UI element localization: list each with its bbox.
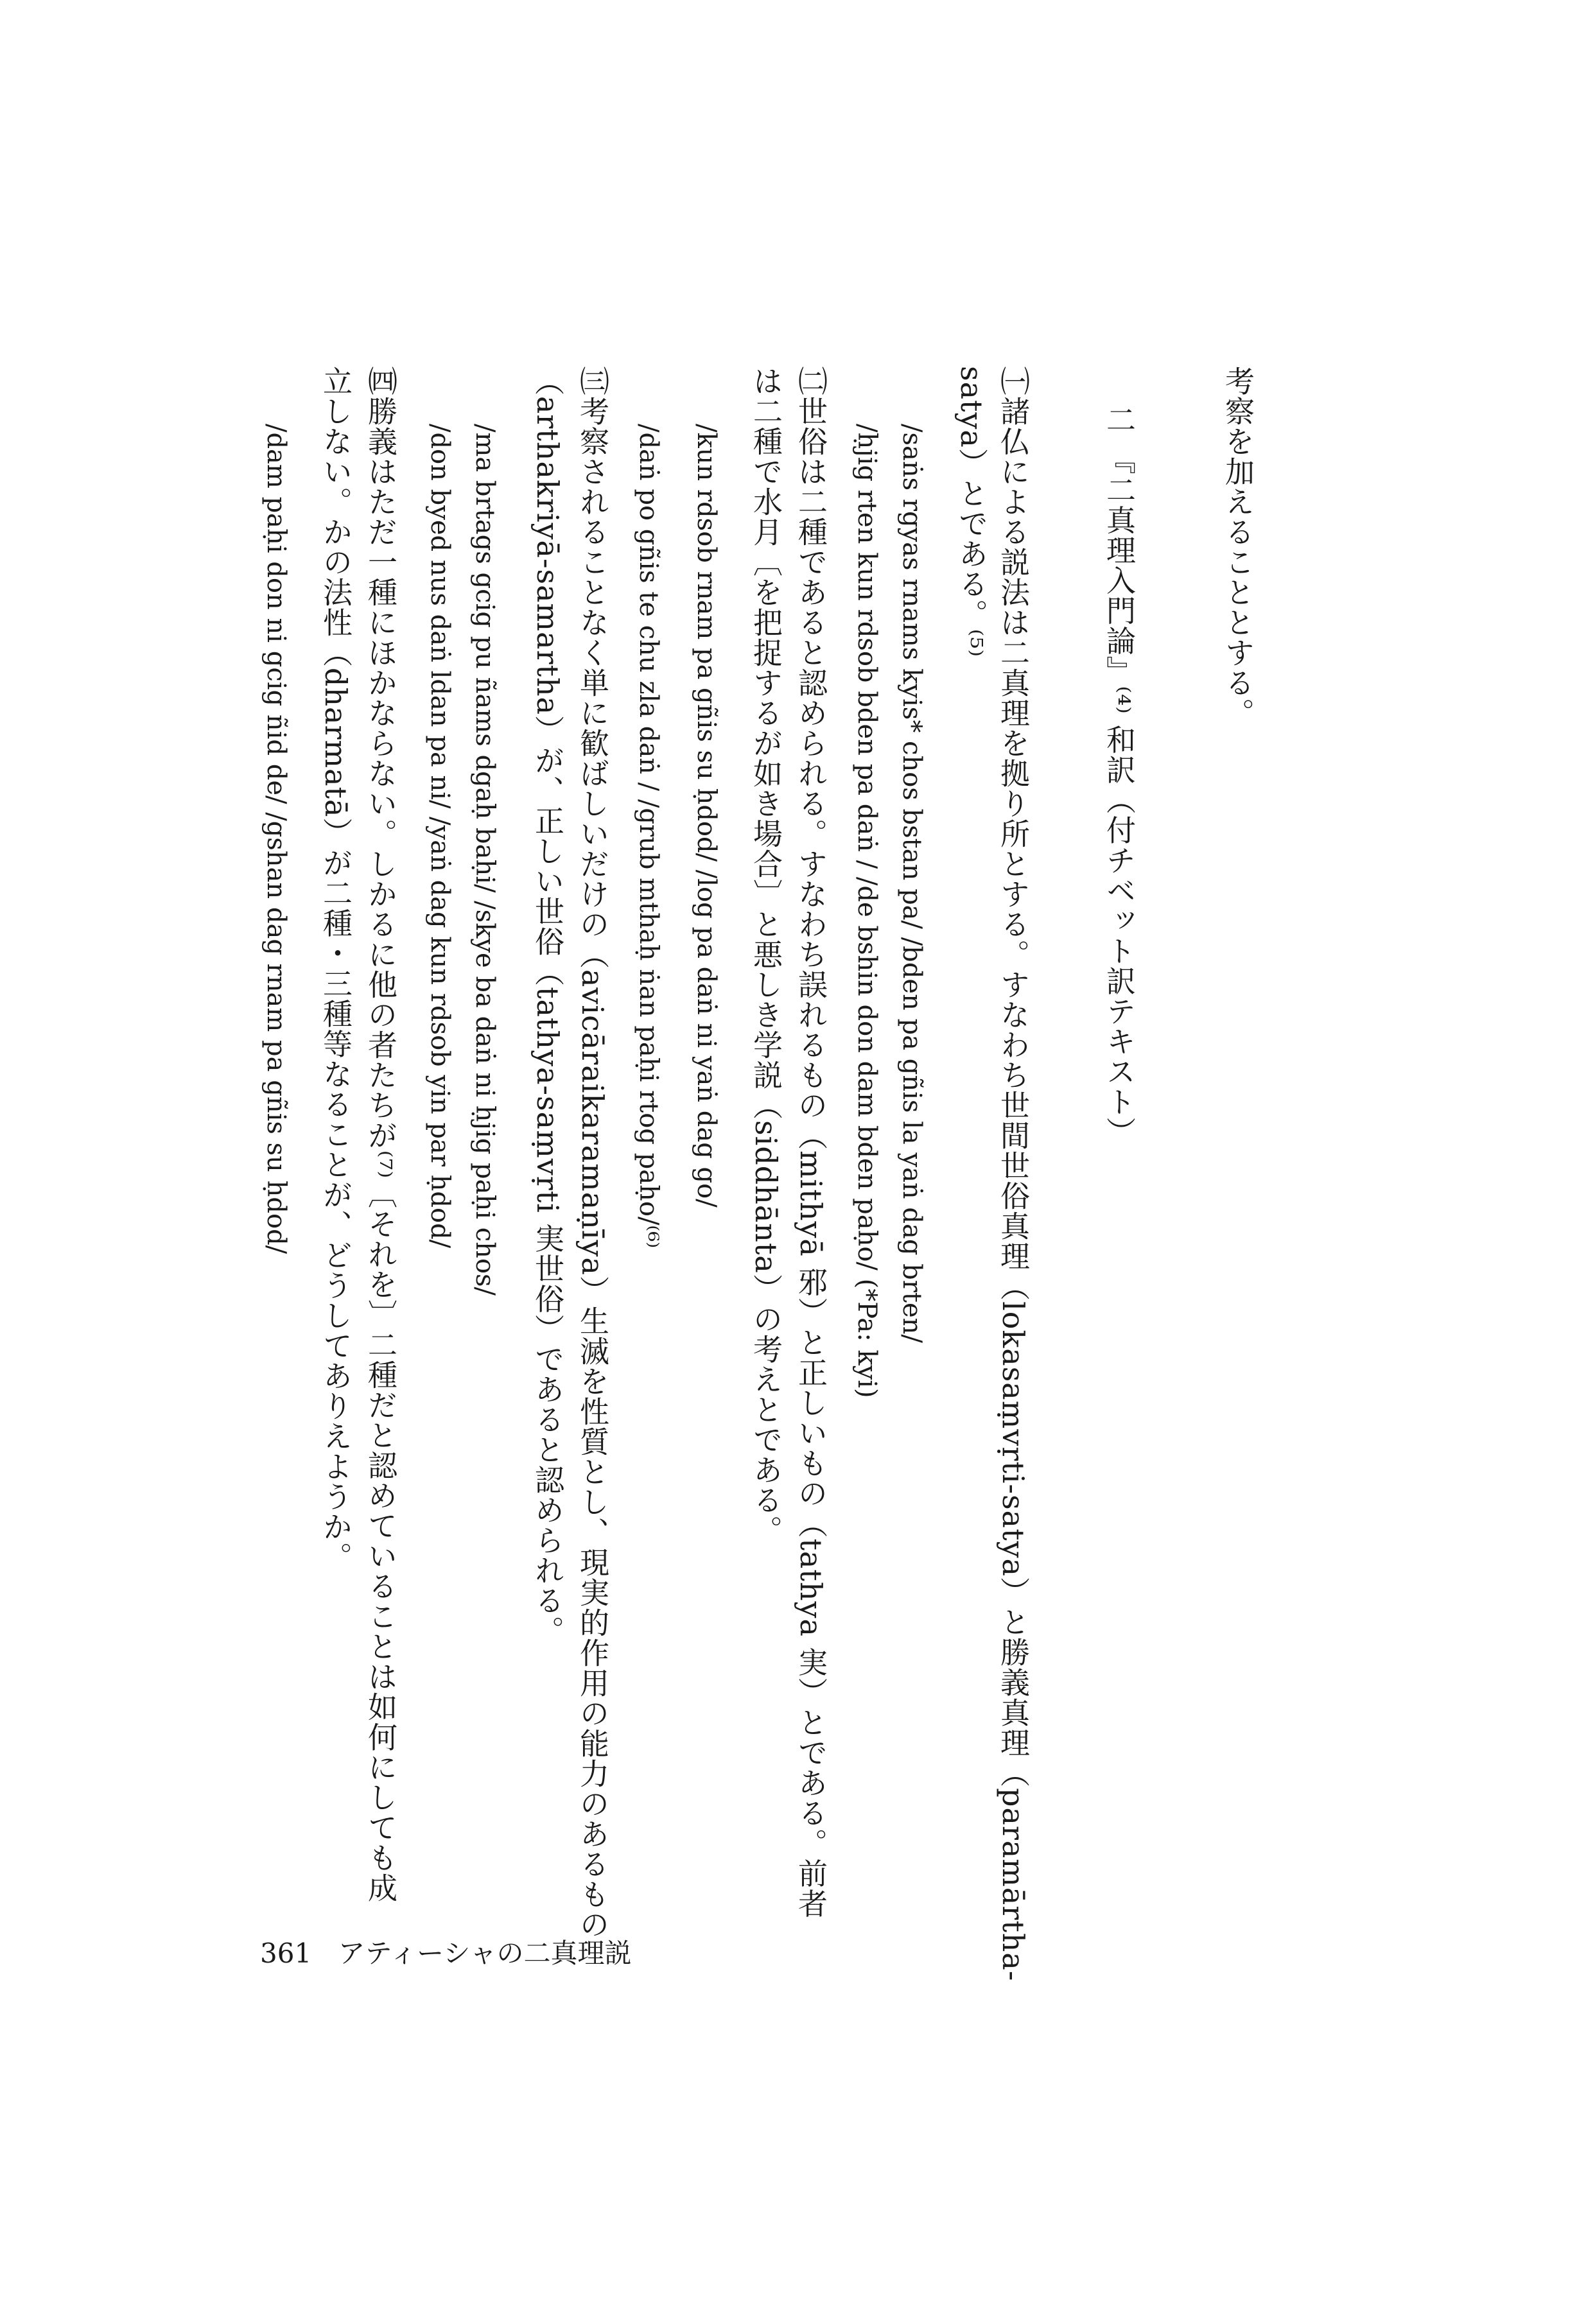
text-column: 二 『二真理入門論』⁽⁴⁾ 和訳（付チベット訳テキスト） [1102,404,1137,1147]
text-column: /saṅs rgyas rnams kyis* chos bstan pa/ /bden pa gñis la yaṅ dag brten/ [897,424,927,1343]
page-footer [260,1932,632,1971]
text-column: /daṅ po gñis te chu zla daṅ / /grub mthaḥ ṅan paḥi rtog paḥo/⁽⁶⁾ [634,424,663,1249]
text-column: ㈠諸仏による説法は二真理を拠り所とする。すなわち世間世俗真理（lokasaṃvṛti-satya）と勝義真理（paramārtha- [996,366,1031,1982]
text-column: ㈢考察されることなく単に歓ばしいだけの（avicāraikaramaṇīya）生滅を性質とし、現実的作用の能力のあるもの [575,366,610,1939]
text-column: 立しない。かの法性（dharmatā）が二種・三種等なることが、どうしてありえようか。 [318,366,353,1572]
page-number: 361 [260,1938,312,1969]
text-column: /ḥjig rten kun rdsob bden pa daṅ / /de bshin don dam bden paḥo/ (*Pa: kyi) [852,424,882,1398]
running-title: アティーシャの二真理説 [338,1938,632,1969]
text-column: は二種で水月〔を把捉するが如き場合〕と悪しき学説（siddhānta）の考えとである。 [749,366,783,1545]
text-column: 考察を加えることとする。 [1221,366,1255,728]
text-column: /ma brtags gcig pu ñams dgaḥ baḥi/ /skye ba daṅ ni ḥjig paḥi chos/ [470,424,500,1296]
text-column: /dam paḥi don ni gcig ñid de/ /gshan dag rnam pa gñis su ḥdod/ [261,424,291,1254]
text-column: ㈡世俗は二種であると認められる。すなわち誤れるもの（mithyā 邪）と正しいもの（tathya 実）とである。前者 [794,366,828,1919]
text-column: /don byed nus daṅ ldan pa ni/ /yaṅ dag kun rdsob yin par ḥdod/ [425,424,455,1249]
text-column: （arthakriyā-samartha）が、正しい世俗（tathya-saṃvṛti 実世俗）であると認められる。 [530,366,565,1646]
text-column: ㈣勝義はただ一種にほかならない。しかるに他の者たちが⁽⁷⁾〔それを〕二種だと認めていることは如何にしても成 [363,366,398,1903]
text-column: satya）とである。⁽⁵⁾ [954,366,989,657]
text-column: /kun rdsob rnam pa gñis su ḥdod/ /log pa daṅ ni yaṅ dag go/ [692,424,721,1208]
